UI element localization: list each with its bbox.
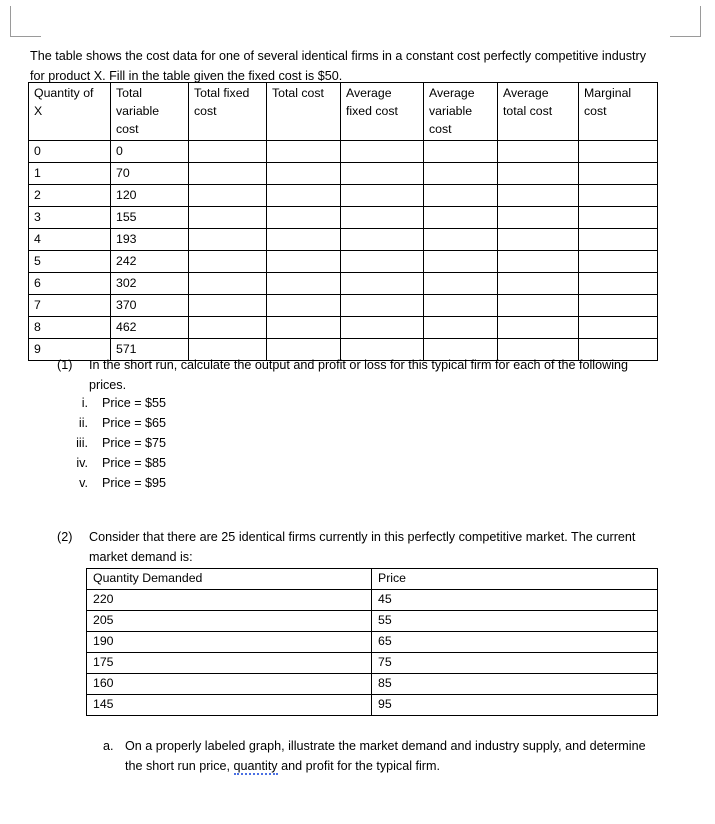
cost-cell-quantity: 8: [29, 317, 111, 339]
cost-cell-average_variable_cost[interactable]: [424, 273, 498, 295]
demand-cell-quantity_demanded: 175: [87, 653, 372, 674]
market-demand-table: [86, 568, 658, 716]
list-item: [52, 473, 452, 493]
cost-header-marginal-cost: Marginal cost: [579, 83, 658, 141]
cost-cell-quantity: 1: [29, 163, 111, 185]
question-2a-marker: a.: [103, 739, 114, 753]
table-row: [29, 141, 658, 163]
question-1-marker: (1): [57, 358, 73, 372]
cost-cell-marginal_cost[interactable]: [579, 251, 658, 273]
demand-header-price: Price: [372, 569, 658, 590]
cost-cell-average_total_cost[interactable]: [498, 207, 579, 229]
demand-cell-price: 85: [372, 674, 658, 695]
cost-cell-quantity: 6: [29, 273, 111, 295]
cost-header-average-variable-cost: Average variable cost: [424, 83, 498, 141]
cost-header-total-cost: Total cost: [267, 83, 341, 141]
cost-table-header-row: [29, 83, 658, 141]
question-2-marker: (2): [57, 530, 73, 544]
cost-cell-average_fixed_cost[interactable]: [341, 251, 424, 273]
cost-cell-average_fixed_cost[interactable]: [341, 295, 424, 317]
cost-cell-average_variable_cost[interactable]: [424, 229, 498, 251]
question-2-block: [57, 527, 657, 567]
price-item-label: Price = $85: [102, 456, 167, 470]
crop-mark-top-left-icon: [10, 6, 41, 37]
demand-cell-price: 55: [372, 611, 658, 632]
cost-cell-total_variable_cost: 120: [111, 185, 189, 207]
table-row: [87, 611, 658, 632]
cost-cell-total_fixed_cost[interactable]: [189, 317, 267, 339]
list-item: [52, 393, 452, 413]
cost-cell-total_cost[interactable]: [267, 207, 341, 229]
table-row: [87, 590, 658, 611]
cost-cell-marginal_cost[interactable]: [579, 317, 658, 339]
cost-cell-total_variable_cost: 70: [111, 163, 189, 185]
cost-cell-average_fixed_cost[interactable]: [341, 229, 424, 251]
cost-cell-average_fixed_cost[interactable]: [341, 317, 424, 339]
cost-cell-total_variable_cost: 193: [111, 229, 189, 251]
table-row: [29, 251, 658, 273]
cost-cell-quantity: 7: [29, 295, 111, 317]
cost-cell-marginal_cost[interactable]: [579, 295, 658, 317]
price-item-numeral: i.: [81, 396, 88, 410]
cost-cell-total_variable_cost: 370: [111, 295, 189, 317]
cost-data-table: [28, 82, 658, 361]
demand-cell-price: 75: [372, 653, 658, 674]
question-2a-text: [125, 736, 663, 776]
cost-cell-marginal_cost[interactable]: [579, 185, 658, 207]
demand-cell-quantity_demanded: 160: [87, 674, 372, 695]
question-1-block: [57, 355, 657, 395]
question-1-text: In the short run, calculate the output and profit or loss for this typical firm for each of the following prices.: [89, 358, 629, 392]
intro-paragraph: The table shows the cost data for one of several identical firms in a constant cost perfectly competitive industry for product X. Fill in the table given the fixed cost is $50.: [30, 48, 646, 83]
cost-cell-average_total_cost[interactable]: [498, 295, 579, 317]
cost-cell-average_total_cost[interactable]: [498, 141, 579, 163]
cost-cell-average_variable_cost[interactable]: [424, 251, 498, 273]
grammar-flagged-word[interactable]: quantity: [233, 759, 278, 773]
cost-header-quantity: Quantity of X: [29, 83, 111, 141]
cost-cell-average_variable_cost[interactable]: [424, 295, 498, 317]
question-2-text: Consider that there are 25 identical firms currently in this perfectly competitive market. The current market demand is:: [89, 530, 636, 564]
list-item: [52, 433, 452, 453]
cost-cell-average_variable_cost[interactable]: [424, 207, 498, 229]
cost-cell-marginal_cost[interactable]: [579, 163, 658, 185]
cost-cell-quantity: 2: [29, 185, 111, 207]
table-row: [87, 674, 658, 695]
demand-cell-quantity_demanded: 145: [87, 695, 372, 716]
price-item-label: Price = $55: [102, 396, 167, 410]
cost-cell-total_fixed_cost[interactable]: [189, 273, 267, 295]
cost-cell-marginal_cost[interactable]: [579, 273, 658, 295]
cost-cell-quantity: 3: [29, 207, 111, 229]
price-item-label: Price = $95: [102, 476, 167, 490]
demand-cell-quantity_demanded: 205: [87, 611, 372, 632]
price-item-numeral: iv.: [76, 456, 88, 470]
demand-cell-price: 95: [372, 695, 658, 716]
cost-cell-total_variable_cost: 242: [111, 251, 189, 273]
cost-cell-total_cost[interactable]: [267, 185, 341, 207]
cost-cell-total_variable_cost: 0: [111, 141, 189, 163]
cost-cell-quantity: 4: [29, 229, 111, 251]
question-2a-text-after: and profit for the typical firm.: [277, 759, 440, 773]
cost-cell-average_fixed_cost[interactable]: [341, 185, 424, 207]
demand-cell-quantity_demanded: 220: [87, 590, 372, 611]
table-row: [87, 653, 658, 674]
list-item: [52, 453, 452, 473]
price-item-numeral: v.: [79, 476, 88, 490]
cost-cell-total_fixed_cost[interactable]: [189, 141, 267, 163]
cost-cell-average_total_cost[interactable]: [498, 251, 579, 273]
cost-cell-average_fixed_cost[interactable]: [341, 207, 424, 229]
cost-cell-quantity: 9: [29, 339, 111, 361]
cost-cell-total_variable_cost: 155: [111, 207, 189, 229]
cost-header-total-variable-cost: Total variable cost: [111, 83, 189, 141]
cost-cell-total_variable_cost: 302: [111, 273, 189, 295]
cost-header-total-fixed-cost: Total fixed cost: [189, 83, 267, 141]
question-1-price-list: [52, 393, 452, 493]
cost-cell-total_cost[interactable]: [267, 251, 341, 273]
cost-cell-average_variable_cost[interactable]: [424, 163, 498, 185]
price-item-label: Price = $75: [102, 436, 167, 450]
cost-cell-quantity: 5: [29, 251, 111, 273]
table-row: [29, 295, 658, 317]
cost-cell-average_total_cost[interactable]: [498, 229, 579, 251]
cost-cell-total_cost[interactable]: [267, 229, 341, 251]
cost-cell-average_total_cost[interactable]: [498, 185, 579, 207]
demand-table-header-row: [87, 569, 658, 590]
table-row: [29, 185, 658, 207]
table-row: [29, 229, 658, 251]
cost-cell-average_total_cost[interactable]: [498, 163, 579, 185]
cost-cell-total_variable_cost: 571: [111, 339, 189, 361]
demand-cell-quantity_demanded: 190: [87, 632, 372, 653]
demand-cell-price: 65: [372, 632, 658, 653]
list-item: [52, 413, 452, 433]
question-2a-block: [103, 736, 663, 776]
price-item-numeral: iii.: [76, 436, 88, 450]
demand-header-quantity-demanded: Quantity Demanded: [87, 569, 372, 590]
cost-cell-average_total_cost[interactable]: [498, 317, 579, 339]
cost-cell-total_fixed_cost[interactable]: [189, 295, 267, 317]
cost-cell-average_fixed_cost[interactable]: [341, 273, 424, 295]
price-item-label: Price = $65: [102, 416, 167, 430]
cost-cell-average_variable_cost[interactable]: [424, 141, 498, 163]
table-row: [29, 163, 658, 185]
demand-cell-price: 45: [372, 590, 658, 611]
crop-mark-top-right-icon: [670, 6, 701, 37]
table-row: [29, 273, 658, 295]
table-row: [29, 207, 658, 229]
cost-cell-total_cost[interactable]: [267, 273, 341, 295]
cost-cell-total_variable_cost: 462: [111, 317, 189, 339]
question-1-price-list-wrapper: [52, 393, 452, 493]
cost-cell-average_variable_cost[interactable]: [424, 185, 498, 207]
cost-cell-total_fixed_cost[interactable]: [189, 185, 267, 207]
table-row: [87, 695, 658, 716]
cost-cell-total_cost[interactable]: [267, 141, 341, 163]
cost-cell-total_fixed_cost[interactable]: [189, 229, 267, 251]
cost-cell-average_total_cost[interactable]: [498, 273, 579, 295]
cost-cell-total_fixed_cost[interactable]: [189, 163, 267, 185]
cost-cell-total_cost[interactable]: [267, 317, 341, 339]
cost-cell-total_cost[interactable]: [267, 295, 341, 317]
cost-cell-average_fixed_cost[interactable]: [341, 141, 424, 163]
cost-cell-average_variable_cost[interactable]: [424, 317, 498, 339]
cost-cell-total_fixed_cost[interactable]: [189, 207, 267, 229]
cost-header-average-fixed-cost: Average fixed cost: [341, 83, 424, 141]
cost-cell-total_fixed_cost[interactable]: [189, 251, 267, 273]
cost-cell-marginal_cost[interactable]: [579, 207, 658, 229]
cost-cell-quantity: 0: [29, 141, 111, 163]
cost-cell-total_cost[interactable]: [267, 163, 341, 185]
cost-cell-marginal_cost[interactable]: [579, 141, 658, 163]
table-row: [87, 632, 658, 653]
table-row: [29, 317, 658, 339]
cost-header-average-total-cost: Average total cost: [498, 83, 579, 141]
cost-cell-average_fixed_cost[interactable]: [341, 163, 424, 185]
price-item-numeral: ii.: [78, 416, 88, 430]
cost-cell-marginal_cost[interactable]: [579, 229, 658, 251]
question-2a-text-before: On a properly labeled graph, illustrate the market demand and industry supply, and determine the short run price,: [125, 739, 646, 773]
